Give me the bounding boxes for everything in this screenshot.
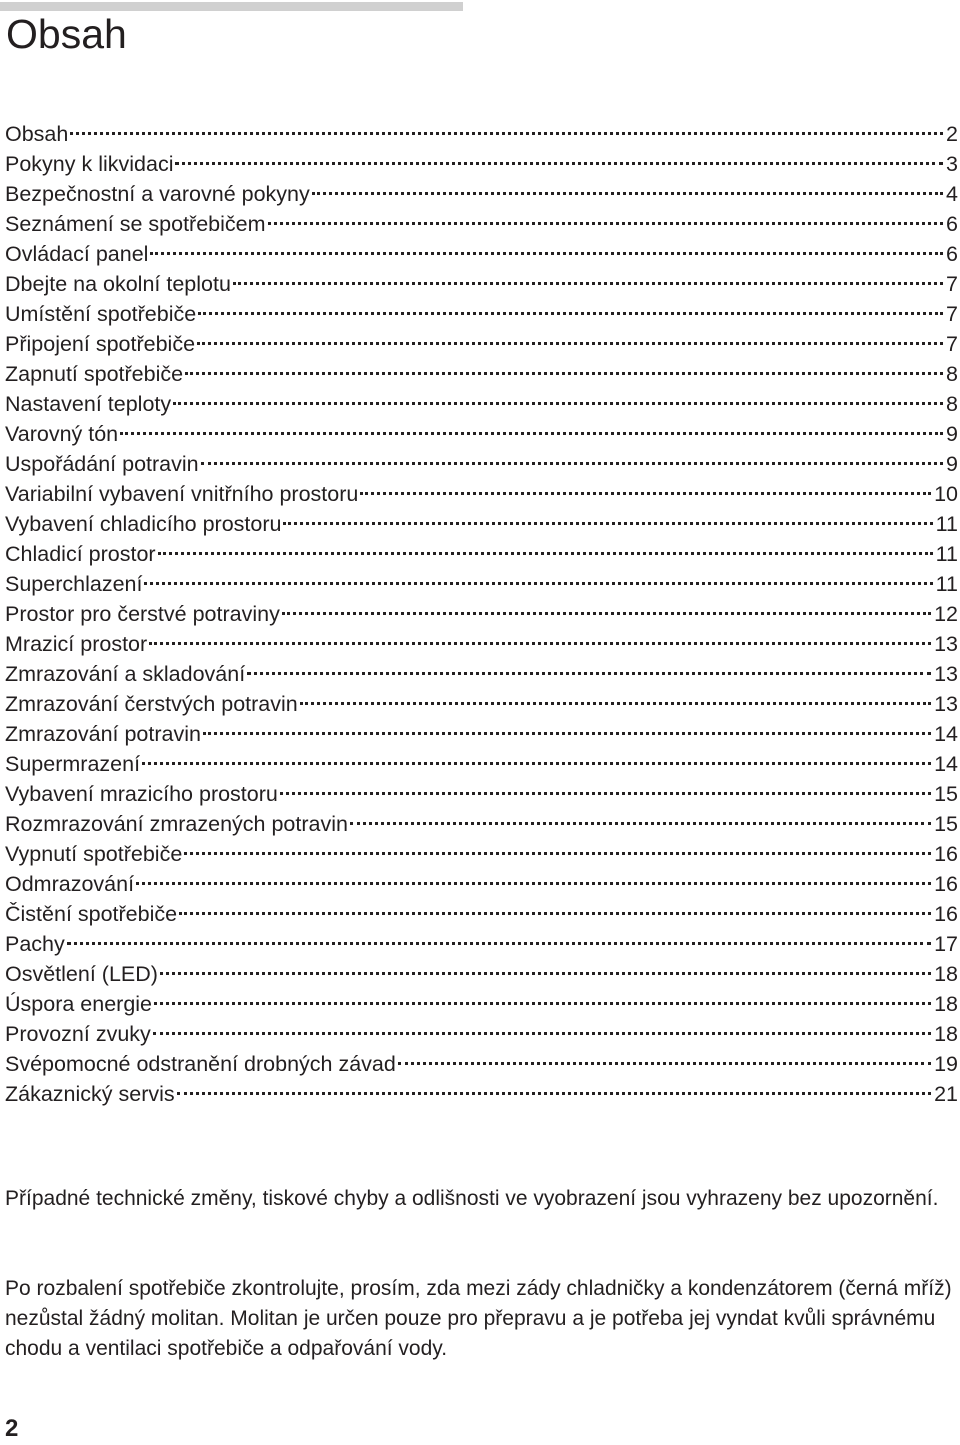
toc-entry[interactable]	[5, 569, 958, 599]
toc-dot-leader	[282, 612, 931, 615]
toc-entry[interactable]	[5, 719, 958, 749]
toc-entry-label: Vybavení chladicího prostoru	[5, 512, 282, 536]
toc-entry-label: Seznámení se spotřebičem	[5, 212, 266, 236]
toc-entry-page: 16	[934, 842, 958, 866]
disclaimer-note: Případné technické změny, tiskové chyby a odlišnosti ve vyobrazení jsou vyhrazeny bez upozornění.	[5, 1187, 939, 1210]
toc-entry[interactable]	[5, 1019, 958, 1049]
page-title: Obsah	[6, 11, 127, 57]
toc-entry-page: 16	[934, 872, 958, 896]
toc-entry-page: 11	[935, 542, 958, 566]
toc-entry[interactable]	[5, 449, 958, 479]
toc-entry-label: Dbejte na okolní teplotu	[5, 272, 231, 296]
toc-entry-page: 12	[934, 602, 958, 626]
toc-entry[interactable]	[5, 1079, 958, 1109]
toc-entry-label: Variabilní vybavení vnitřního prostoru	[5, 482, 359, 506]
toc-entry-label: Osvětlení (LED)	[5, 962, 158, 986]
toc-entry-label: Varovný tón	[5, 422, 119, 446]
toc-dot-leader	[177, 1092, 931, 1095]
toc-entry-page: 19	[934, 1052, 958, 1076]
toc-dot-leader	[179, 912, 931, 915]
toc-entry[interactable]	[5, 209, 958, 239]
toc-entry[interactable]	[5, 989, 958, 1019]
toc-entry-label: Čistění spotřebiče	[5, 902, 178, 926]
toc-entry[interactable]	[5, 869, 958, 899]
toc-entry[interactable]	[5, 299, 958, 329]
toc-entry-label: Nastavení teploty	[5, 392, 172, 416]
toc-entry[interactable]	[5, 659, 958, 689]
toc-entry-page: 18	[934, 1022, 958, 1046]
toc-entry-page: 14	[934, 752, 958, 776]
toc-entry-page: 18	[934, 962, 958, 986]
toc-entry[interactable]	[5, 959, 958, 989]
toc-dot-leader	[136, 882, 931, 885]
toc-dot-leader	[198, 312, 943, 315]
toc-entry-page: 13	[934, 662, 958, 686]
unpacking-note: Po rozbalení spotřebiče zkontrolujte, prosím, zda mezi zády chladničky a kondenzátorem (černá mříž) nezůstal žádný molitan. Molitan je určen pouze pro přepravu a je potřeba jej vyndat kvůli správnému chodu a ventilaci spotřebiče a odpařování vody.	[5, 1277, 952, 1360]
toc-entry-page: 2	[946, 122, 958, 146]
toc-entry-label: Obsah	[5, 122, 69, 146]
toc-entry[interactable]	[5, 929, 958, 959]
toc-entry-label: Mrazicí prostor	[5, 632, 148, 656]
toc-entry-page: 9	[946, 422, 958, 446]
toc-entry[interactable]	[5, 779, 958, 809]
toc-entry-page: 16	[934, 902, 958, 926]
toc-dot-leader	[203, 732, 931, 735]
toc-dot-leader	[150, 252, 943, 255]
toc-dot-leader	[144, 582, 932, 585]
toc-entry[interactable]	[5, 629, 958, 659]
toc-entry[interactable]	[5, 1049, 958, 1079]
toc-entry-label: Bezpečnostní a varovné pokyny	[5, 182, 310, 206]
toc-entry-page: 17	[934, 932, 958, 956]
toc-entry-page: 13	[934, 692, 958, 716]
toc-entry-label: Vypnutí spotřebiče	[5, 842, 183, 866]
toc-entry[interactable]	[5, 329, 958, 359]
toc-entry-label: Prostor pro čerstvé potraviny	[5, 602, 280, 626]
toc-entry-label: Zapnutí spotřebiče	[5, 362, 184, 386]
toc-entry-page: 21	[934, 1082, 958, 1106]
toc-dot-leader	[70, 132, 943, 135]
toc-entry-page: 15	[934, 782, 958, 806]
toc-entry-page: 7	[946, 272, 958, 296]
toc-entry-label: Chladicí prostor	[5, 542, 156, 566]
toc-dot-leader	[312, 192, 943, 195]
toc-entry-page: 3	[946, 152, 958, 176]
toc-entry-label: Umístění spotřebiče	[5, 302, 197, 326]
toc-dot-leader	[233, 282, 943, 285]
toc-entry-page: 8	[946, 362, 958, 386]
toc-entry-label: Pokyny k likvidaci	[5, 152, 174, 176]
toc-entry-label: Odmrazování	[5, 872, 135, 896]
toc-entry-page: 7	[946, 302, 958, 326]
toc-entry[interactable]	[5, 389, 958, 419]
toc-dot-leader	[153, 1032, 931, 1035]
toc-dot-leader	[300, 702, 931, 705]
toc-dot-leader	[142, 762, 931, 765]
toc-entry[interactable]	[5, 419, 958, 449]
toc-entry[interactable]	[5, 899, 958, 929]
toc-entry[interactable]	[5, 539, 958, 569]
toc-dot-leader	[160, 972, 931, 975]
toc-entry[interactable]	[5, 269, 958, 299]
toc-dot-leader	[350, 822, 931, 825]
toc-dot-leader	[149, 642, 931, 645]
toc-entry-label: Ovládací panel	[5, 242, 149, 266]
toc-dot-leader	[67, 942, 931, 945]
toc-dot-leader	[283, 522, 932, 525]
toc-entry-label: Zmrazování potravin	[5, 722, 201, 746]
toc-dot-leader	[268, 222, 944, 225]
toc-dot-leader	[197, 342, 943, 345]
toc-dot-leader	[247, 672, 931, 675]
toc-entry[interactable]	[5, 359, 958, 389]
toc-dot-leader	[175, 162, 943, 165]
toc-dot-leader	[280, 792, 931, 795]
toc-entry-label: Superchlazení	[5, 572, 143, 596]
toc-entry[interactable]	[5, 839, 958, 869]
toc-entry-page: 8	[946, 392, 958, 416]
toc-entry-label: Pachy	[5, 932, 65, 956]
toc-entry-label: Provozní zvuky	[5, 1022, 151, 1046]
toc-dot-leader	[398, 1062, 931, 1065]
toc-entry-label: Svépomocné odstranění drobných závad	[5, 1052, 396, 1076]
toc-entry-label: Zákaznický servis	[5, 1082, 175, 1106]
toc-entry-page: 13	[934, 632, 958, 656]
toc-entry-page: 6	[946, 242, 958, 266]
toc-entry-page: 4	[946, 182, 958, 206]
toc-entry-label: Supermrazení	[5, 752, 141, 776]
toc-entry[interactable]	[5, 509, 958, 539]
toc-entry-label: Rozmrazování zmrazených potravin	[5, 812, 348, 836]
toc-entry-page: 15	[934, 812, 958, 836]
toc-entry-label: Zmrazování a skladování	[5, 662, 246, 686]
toc-entry-page: 11	[935, 512, 958, 536]
toc-entry[interactable]	[5, 179, 958, 209]
toc-entry-page: 11	[935, 572, 958, 596]
toc-dot-leader	[173, 402, 943, 405]
page-number: 2	[5, 1415, 19, 1442]
toc-dot-leader	[158, 552, 933, 555]
toc-entry-label: Zmrazování čerstvých potravin	[5, 692, 298, 716]
toc-dot-leader	[360, 492, 931, 495]
toc-entry[interactable]	[5, 749, 958, 779]
toc-dot-leader	[184, 852, 931, 855]
toc-entry[interactable]	[5, 239, 958, 269]
toc-entry[interactable]	[5, 479, 958, 509]
toc-entry-label: Úspora energie	[5, 992, 153, 1016]
toc-entry-label: Uspořádání potravin	[5, 452, 199, 476]
toc-entry-label: Připojení spotřebiče	[5, 332, 196, 356]
toc-entry-page: 10	[934, 482, 958, 506]
toc-entry-page: 6	[946, 212, 958, 236]
toc-dot-leader	[120, 432, 943, 435]
toc-entry-page: 9	[946, 452, 958, 476]
toc-entry[interactable]	[5, 149, 958, 179]
toc-entry[interactable]	[5, 689, 958, 719]
toc-entry-page: 18	[934, 992, 958, 1016]
toc-entry[interactable]	[5, 599, 958, 629]
toc-dot-leader	[201, 462, 943, 465]
table-of-contents	[5, 119, 958, 1109]
toc-entry[interactable]	[5, 119, 958, 149]
toc-entry-label: Vybavení mrazicího prostoru	[5, 782, 278, 806]
toc-dot-leader	[185, 372, 943, 375]
toc-dot-leader	[154, 1002, 931, 1005]
toc-entry[interactable]	[5, 809, 958, 839]
toc-entry-page: 7	[946, 332, 958, 356]
toc-entry-page: 14	[934, 722, 958, 746]
